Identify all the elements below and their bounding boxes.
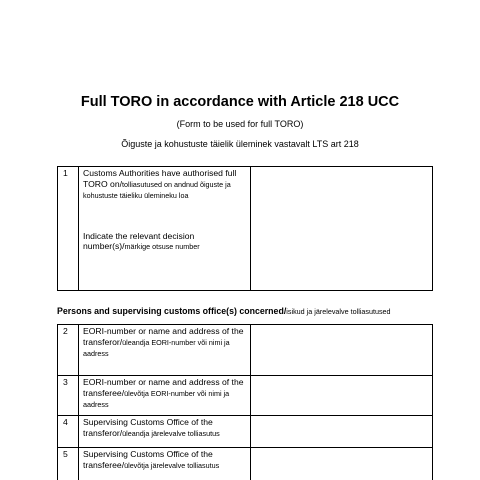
box-4-value-field[interactable] <box>251 416 433 448</box>
box-3-label-estonian: ülevõtja EORI-number või nimi ja aadress <box>83 388 230 409</box>
document-subtitle: (Form to be used for full TORO) <box>176 119 304 129</box>
box-5-row <box>58 448 433 480</box>
box-2-number: 2 <box>58 325 79 376</box>
section-heading-estonian: isikud ja järelevalve tolliasutused <box>286 307 391 316</box>
box-5-label <box>79 448 251 480</box>
box-1-spacer <box>83 202 247 231</box>
box-1-decision-label-estonian: märkige otsuse number <box>124 242 200 251</box>
box-2-label <box>79 325 251 376</box>
box-3-label <box>79 376 251 416</box>
box-5-number: 5 <box>58 448 79 480</box>
box-1-row <box>58 167 433 291</box>
section-heading-english: Persons and supervising customs office(s) concerned/ <box>57 306 287 316</box>
section-heading <box>57 306 391 317</box>
box-3-value-field[interactable] <box>251 376 433 416</box>
box-5-value-field[interactable] <box>251 448 433 480</box>
box-5-label-english: Supervising Customs Office of the transferee/ <box>83 449 213 470</box>
box-5-label-estonian: ülevõtja järelevalve tolliasutus <box>124 460 220 470</box>
box-4-row <box>58 416 433 448</box>
box-4-label <box>79 416 251 448</box>
document-title: Full TORO in accordance with Article 218 UCC <box>80 94 400 110</box>
box-4-number: 4 <box>58 416 79 448</box>
box-2-row <box>58 325 433 376</box>
box-2-label-estonian: üleandja EORI-number või nimi ja aadress <box>83 337 230 358</box>
box-4-label-estonian: üleandja järelevalve tolliasutus <box>122 428 220 438</box>
box-1-label-english: Customs Authorities have authorised full TORO on/ <box>83 168 237 189</box>
box-1-label <box>79 167 251 291</box>
box-1-value-field[interactable] <box>251 167 433 291</box>
box-3-row <box>58 376 433 416</box>
box-3-number: 3 <box>58 376 79 416</box>
box-1-decision-label-english: Indicate the relevant decision number(s)/ <box>83 230 195 251</box>
box-1-number: 1 <box>58 167 79 291</box>
box-3-label-english: EORI-number or name and address of the transferee/ <box>83 377 244 398</box>
box-2-value-field[interactable] <box>251 325 433 376</box>
authorisation-table <box>57 166 433 291</box>
box-4-label-english: Supervising Customs Office of the transferor/ <box>83 417 213 438</box>
document-subtitle-estonian: Õiguste ja kohustuste täielik üleminek vastavalt LTS art 218 <box>121 139 359 149</box>
box-1-label-estonian: tolliasutused on andnud õiguste ja kohustuste täieliku ülemineku loa <box>83 179 231 200</box>
box-2-label-english: EORI-number or name and address of the transferor/ <box>83 326 244 347</box>
persons-table <box>57 324 433 480</box>
